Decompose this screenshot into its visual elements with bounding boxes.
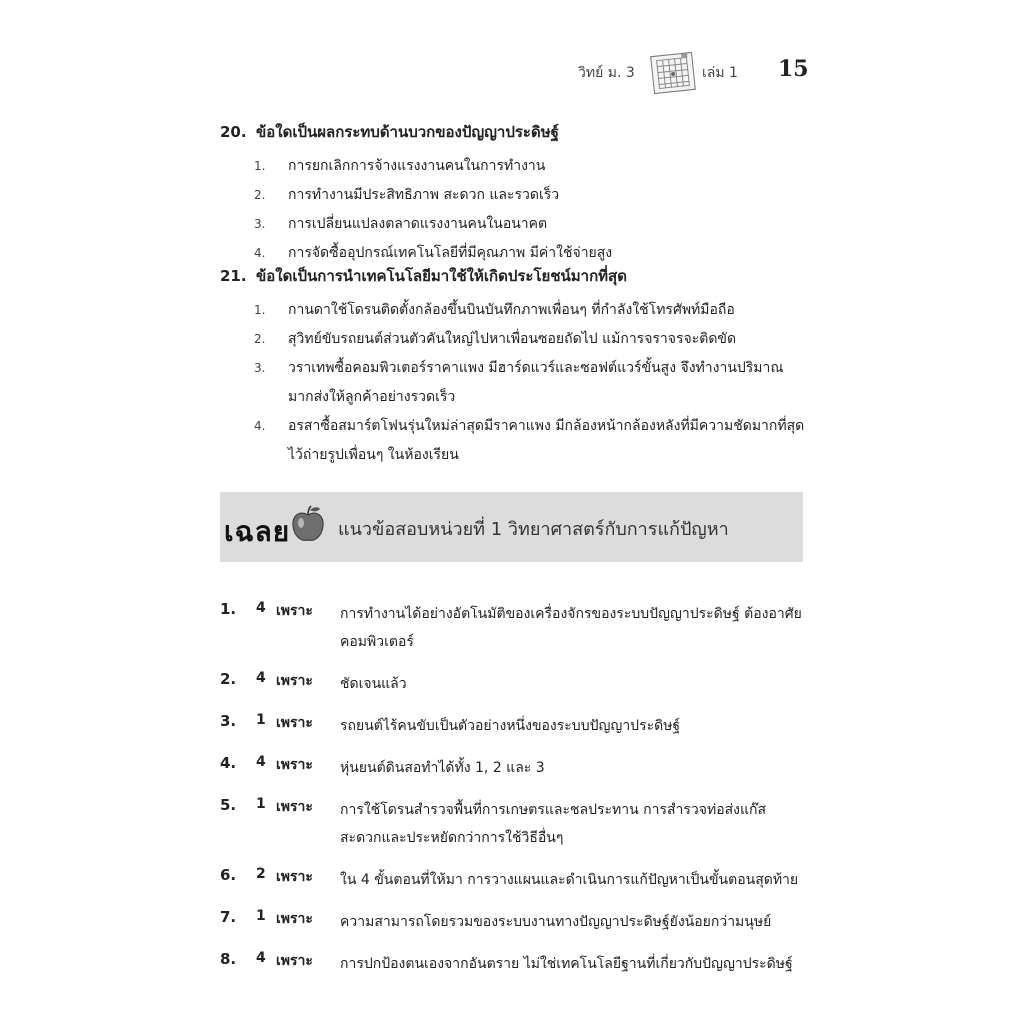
answer-row [220, 908, 820, 936]
option-number: 4. [254, 246, 266, 260]
answer-number: 3. [220, 712, 237, 730]
question-title [220, 120, 820, 144]
option-item [220, 296, 805, 325]
page-number: 15 [778, 56, 809, 82]
header-volume: เล่ม 1 [702, 65, 738, 81]
answer-explanation: หุ่นยนต์ดินสอทำได้ทั้ง 1, 2 และ 3 [340, 760, 545, 776]
answer-explanation: ชัดเจนแล้ว [340, 676, 407, 692]
answer-banner [220, 492, 803, 562]
option-text: การเปลี่ยนแปลงตลาดแรงงานคนในอนาคต [288, 216, 548, 232]
answer-choice: 4 [256, 950, 266, 966]
because-label: เพราะ [276, 799, 313, 815]
answer-number: 1. [220, 600, 237, 618]
answer-explanation: รถยนต์ไร้คนขับเป็นตัวอย่างหนึ่งของระบบปัญญาประดิษฐ์ [340, 718, 681, 734]
question-text: ข้อใดเป็นการนำเทคโนโลยีมาใช้ให้เกิดประโยชน์มากที่สุด [256, 267, 627, 285]
question-21 [220, 264, 820, 470]
option-item [220, 325, 805, 354]
answer-row [220, 754, 820, 782]
option-text: การทำงานมีประสิทธิภาพ สะดวก และรวดเร็ว [288, 187, 560, 203]
because-label: เพราะ [276, 715, 313, 731]
answer-row [220, 670, 820, 698]
apple-icon [290, 504, 326, 544]
answer-list [220, 600, 820, 992]
option-number: 1. [254, 303, 266, 317]
option-text: สุวิทย์ขับรถยนต์ส่วนตัวคันใหญ่ไปหาเพื่อนซอยถัดไป แม้การจราจรจะติดขัด [288, 331, 737, 347]
header-subject: วิทย์ ม. 3 [578, 65, 635, 81]
option-number: 3. [254, 361, 266, 375]
question-number: 20. [220, 123, 247, 141]
question-20 [220, 120, 820, 268]
option-item [220, 354, 805, 412]
option-number: 2. [254, 332, 266, 346]
answer-number: 2. [220, 670, 237, 688]
answer-number: 6. [220, 866, 237, 884]
because-label: เพราะ [276, 911, 313, 927]
answer-number: 4. [220, 754, 237, 772]
option-item [220, 152, 820, 181]
answer-number: 8. [220, 950, 237, 968]
option-number: 1. [254, 159, 266, 173]
answer-label: เฉลย [224, 515, 291, 548]
option-item [220, 412, 805, 470]
option-item [220, 181, 820, 210]
answer-explanation: การใช้โดรนสำรวจพื้นที่การเกษตรและชลประทาน การสำรวจท่อส่งแก๊ส สะดวกและประหยัดกว่าการใช้วิธีอื่นๆ [340, 802, 767, 846]
answer-choice: 1 [256, 908, 266, 924]
option-number: 3. [254, 217, 266, 231]
answer-row [220, 796, 820, 852]
answer-row [220, 950, 820, 978]
option-item [220, 210, 820, 239]
answer-choice: 4 [256, 600, 266, 616]
answer-row [220, 712, 820, 740]
page-header [560, 52, 810, 92]
option-number: 4. [254, 419, 266, 433]
answer-section-title: แนวข้อสอบหน่วยที่ 1 วิทยาศาสตร์กับการแก้ปัญหา [338, 519, 729, 540]
answer-explanation: การปกป้องตนเองจากอันตราย ไม่ใช่เทคโนโลยีฐานที่เกี่ยวกับปัญญาประดิษฐ์ [340, 956, 793, 972]
option-text: การยกเลิกการจ้างแรงงานคนในการทำงาน [288, 158, 546, 174]
option-number: 2. [254, 188, 266, 202]
because-label: เพราะ [276, 953, 313, 969]
answer-explanation: การทำงานได้อย่างอัตโนมัติของเครื่องจักรของระบบปัญญาประดิษฐ์ ต้องอาศัยคอมพิวเตอร์ [340, 606, 802, 650]
answer-row [220, 600, 820, 656]
grid-note-icon [650, 52, 696, 94]
answer-explanation: ใน 4 ขั้นตอนที่ให้มา การวางแผนและดำเนินการแก้ปัญหาเป็นขั้นตอนสุดท้าย [340, 872, 799, 888]
answer-choice: 1 [256, 796, 266, 812]
question-text: ข้อใดเป็นผลกระทบด้านบวกของปัญญาประดิษฐ์ [256, 123, 559, 141]
option-text: อรสาซื้อสมาร์ตโฟนรุ่นใหม่ล่าสุดมีราคาแพง มีกล้องหน้ากล้องหลังที่มีความชัดมากที่สุด ไว้ถ่ายรูปเพื่อนๆ ในห้องเรียน [288, 418, 805, 463]
answer-number: 5. [220, 796, 237, 814]
because-label: เพราะ [276, 603, 313, 619]
because-label: เพราะ [276, 673, 313, 689]
answer-number: 7. [220, 908, 237, 926]
option-text: กานดาใช้โดรนติดตั้งกล้องขึ้นบินบันทึกภาพเพื่อนๆ ที่กำลังใช้โทรศัพท์มือถือ [288, 302, 735, 318]
answer-choice: 4 [256, 670, 266, 686]
question-number: 21. [220, 267, 247, 285]
answer-choice: 2 [256, 866, 266, 882]
because-label: เพราะ [276, 757, 313, 773]
question-title [220, 264, 820, 288]
answer-explanation: ความสามารถโดยรวมของระบบงานทางปัญญาประดิษฐ์ยังน้อยกว่ามนุษย์ [340, 914, 772, 930]
answer-row [220, 866, 820, 894]
answer-choice: 1 [256, 712, 266, 728]
option-text: การจัดซื้ออุปกรณ์เทคโนโลยีที่มีคุณภาพ มีค่าใช้จ่ายสูง [288, 245, 613, 261]
option-text: วราเทพซื้อคอมพิวเตอร์ราคาแพง มีฮาร์ดแวร์และซอฟต์แวร์ขั้นสูง จึงทำงานปริมาณมากส่งให้ลูกค้าอย่างรวดเร็ว [288, 360, 784, 405]
because-label: เพราะ [276, 869, 313, 885]
answer-choice: 4 [256, 754, 266, 770]
